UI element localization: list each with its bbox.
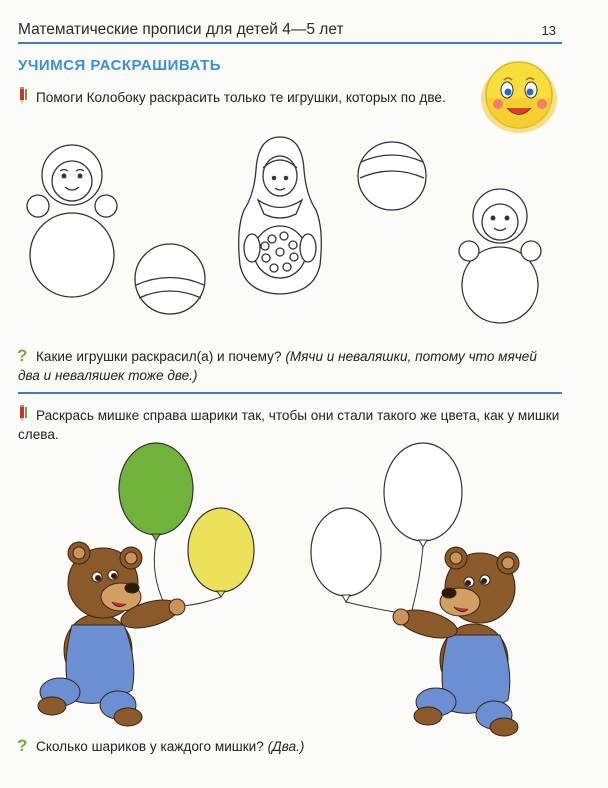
question2-text: Сколько шариков у каждого мишки?	[36, 739, 264, 754]
section-title: УЧИМСЯ РАСКРАШИВАТЬ	[18, 57, 222, 74]
question1-line1	[36, 347, 537, 366]
ball-bottom	[135, 244, 205, 314]
pencil-icon	[20, 405, 27, 422]
task1-instruction: Помоги Колобоку раскрасить только те игрушки, которых по две.	[36, 90, 446, 105]
question1-text: Какие игрушки раскрасил(а) и почему?	[36, 349, 282, 364]
task2-instruction-line2: слева.	[18, 427, 59, 442]
ball-top	[358, 142, 426, 210]
page-header-title: Математические прописи для детей 4—5 лет	[18, 21, 344, 38]
bear-right	[393, 547, 519, 736]
empty-balloon-bottom	[311, 508, 395, 612]
nevalyashka-right	[459, 189, 541, 323]
kolobok-character	[481, 62, 557, 133]
task2-instruction-line1: Раскрась мишке справа шарики так, чтобы они стали такого же цвета, как у мишки	[36, 408, 560, 423]
question1-answer-part1: (Мячи и неваляшки, потому что мячей	[285, 349, 537, 364]
question2-answer: (Два.)	[267, 739, 305, 754]
yellow-balloon	[180, 508, 254, 606]
question1-answer-part2: два и неваляшек тоже две.)	[18, 368, 198, 383]
bear-left	[38, 542, 185, 726]
section-divider	[18, 392, 562, 394]
nevalyashka-left	[27, 145, 117, 297]
question-mark-icon: ?	[17, 346, 28, 365]
matryoshka-doll	[239, 137, 322, 294]
question-mark-icon: ?	[17, 736, 28, 755]
question2-line	[36, 737, 304, 756]
page-number: 13	[541, 23, 556, 38]
pencil-icon	[20, 87, 27, 104]
